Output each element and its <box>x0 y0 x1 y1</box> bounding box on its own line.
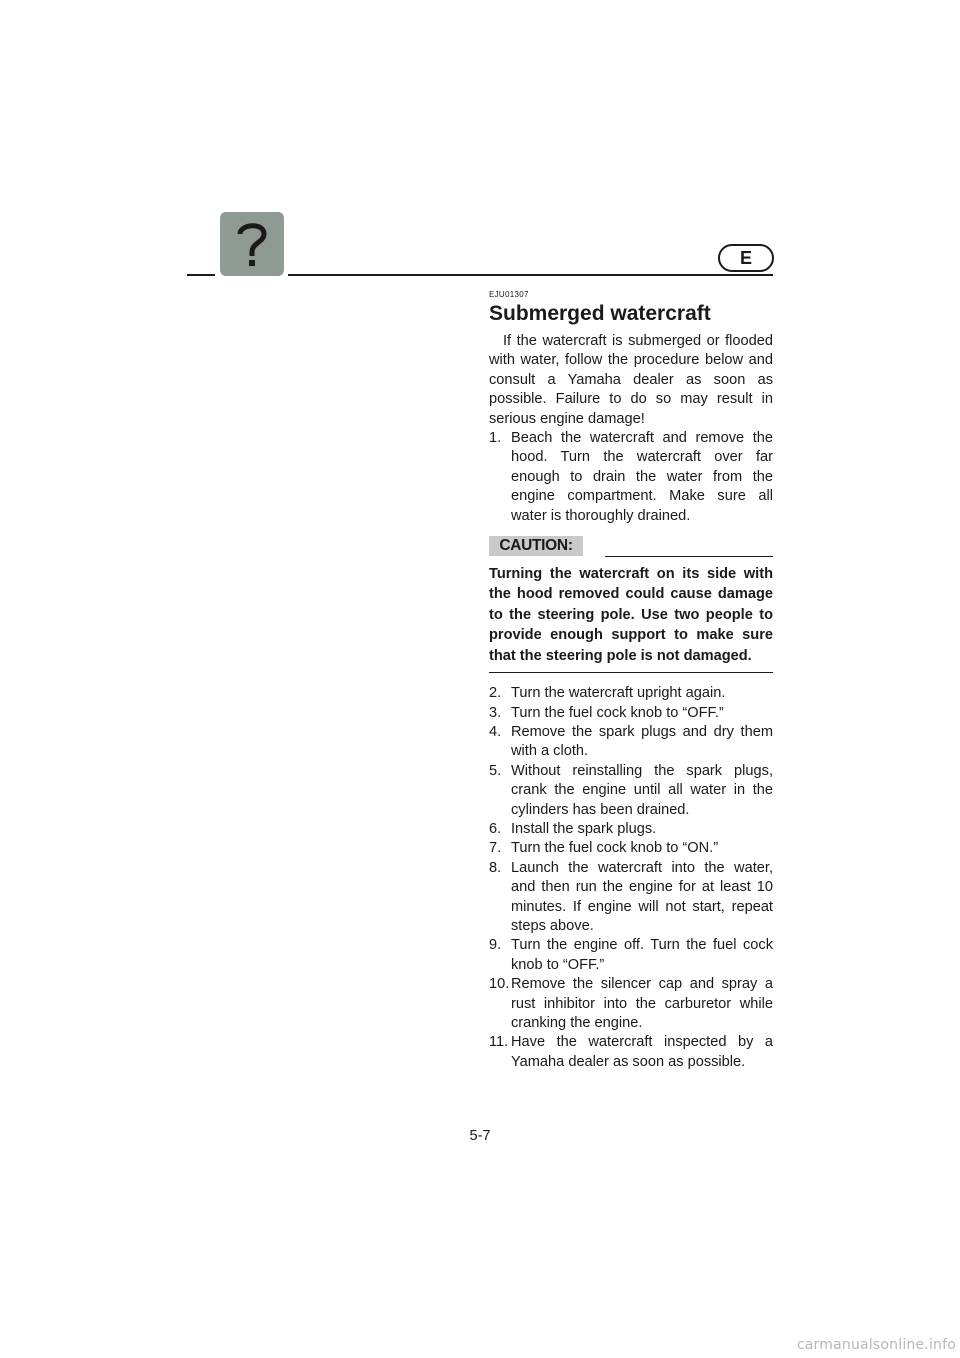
question-mark-icon <box>220 212 284 276</box>
step-text: Turn the fuel cock knob to “ON.” <box>511 840 719 857</box>
step-text: Remove the silencer cap and spray a rust inhibitor into the carburetor while cranking the engine. <box>511 976 773 1031</box>
list-item <box>489 936 773 975</box>
list-item <box>489 859 773 937</box>
step-text: Turn the watercraft upright again. <box>511 685 726 702</box>
intro-paragraph: If the watercraft is submerged or flooded with water, follow the procedure below and consult a Yamaha dealer as soon as possible. Failure to do so may result in serious engine damage! <box>489 333 773 427</box>
list-item <box>489 684 773 703</box>
caution-label: CAUTION: <box>489 536 583 556</box>
step-number: 11. <box>489 1034 509 1051</box>
page-number: 5-7 <box>469 1128 491 1144</box>
step-text: Without reinstalling the spark plugs, crank the engine until all water in the cylinders has been drained. <box>511 762 773 818</box>
step-number: 1. <box>489 430 502 447</box>
section-title: Submerged watercraft <box>489 302 711 325</box>
caution-rule <box>605 556 773 557</box>
list-item <box>489 704 773 723</box>
step-number: 8. <box>489 859 502 876</box>
step-text: Beach the watercraft and remove the hood. Turn the watercraft over far enough to drain the water from the engine compartment. Make sure all water is thoroughly drained. <box>511 430 773 524</box>
step-text: Install the spark plugs. <box>511 820 657 837</box>
step-number: 10. <box>489 976 510 993</box>
list-item <box>489 723 773 762</box>
list-item <box>489 762 773 820</box>
step-text: Launch the watercraft into the water, and then run the engine for at least 10 minutes. If engine will not start, repeat steps above. <box>511 859 773 934</box>
header-rule-right <box>288 274 773 276</box>
list-item <box>489 429 773 526</box>
list-item <box>489 839 773 858</box>
list-item <box>489 820 773 839</box>
section-code: EJU01307 <box>489 290 529 299</box>
header-rule-left <box>187 274 215 276</box>
step-number: 6. <box>489 820 502 837</box>
step-number: 3. <box>489 704 502 721</box>
main-content <box>489 286 773 1072</box>
step-number: 5. <box>489 762 502 779</box>
list-item <box>489 1033 773 1072</box>
step-number: 2. <box>489 685 502 702</box>
step-text: Turn the fuel cock knob to “OFF.” <box>511 704 724 721</box>
step-number: 4. <box>489 723 502 740</box>
step-text: Turn the engine off. Turn the fuel cock knob to “OFF.” <box>511 937 773 973</box>
steps-list-part1 <box>489 429 773 526</box>
caution-end-rule <box>489 672 773 673</box>
caution-header <box>489 534 773 560</box>
caution-text: Turning the watercraft on its side with the hood removed could cause damage to the steering pole. Use two people to provide enough support to make sure that the steering pole is not damaged. <box>489 566 773 664</box>
list-item <box>489 975 773 1033</box>
watermark: carmanualsonline.info <box>796 1337 956 1353</box>
step-text: Remove the spark plugs and dry them with a cloth. <box>511 723 773 760</box>
step-number: 9. <box>489 937 502 954</box>
steps-list-part2 <box>489 684 773 1072</box>
step-number: 7. <box>489 840 502 857</box>
language-badge: E <box>718 244 774 272</box>
step-text: Have the watercraft inspected by a Yamaha dealer as soon as possible. <box>511 1034 773 1070</box>
